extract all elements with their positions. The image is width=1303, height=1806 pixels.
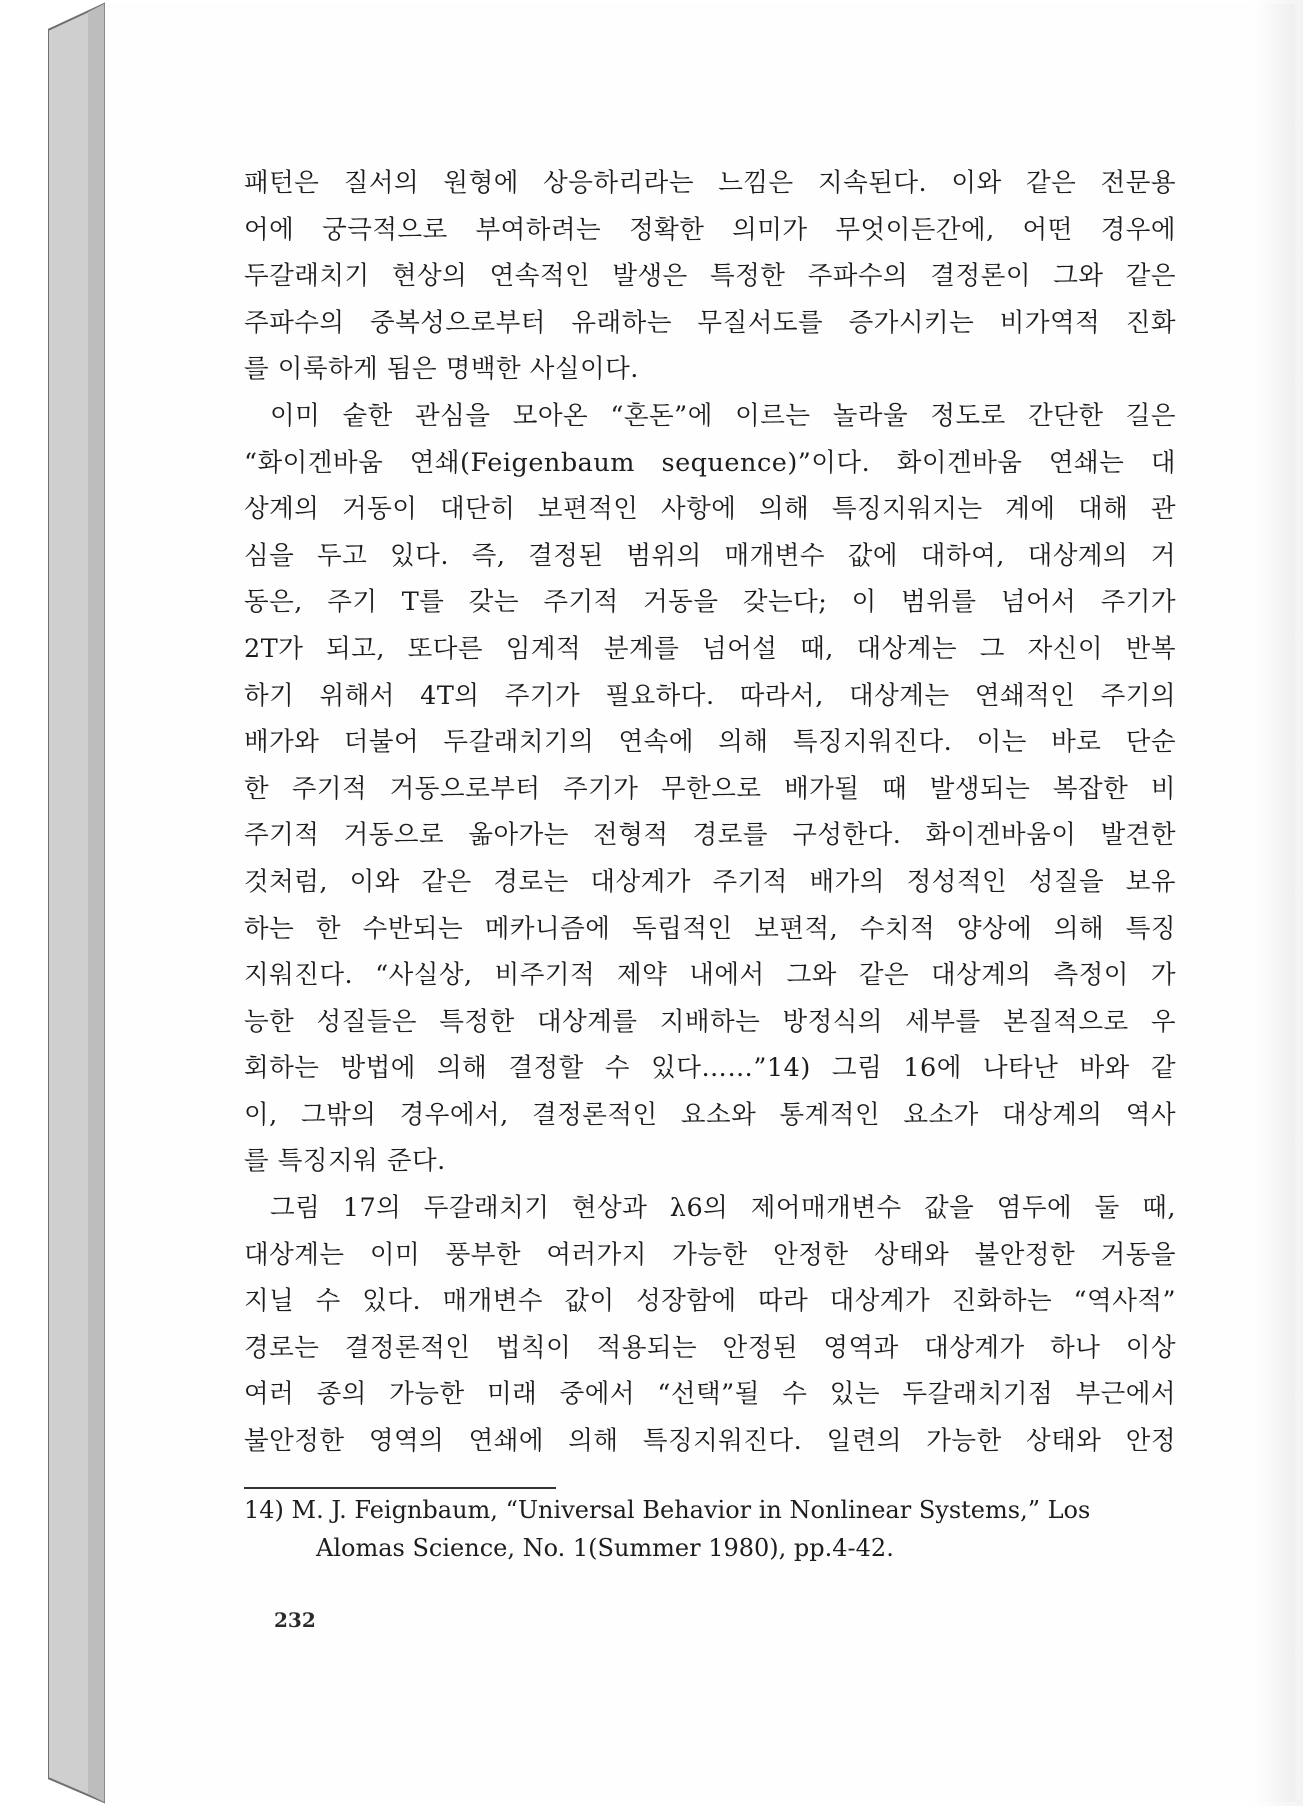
text-line: 그림 17의 두갈래치기 현상과 λ6의 제어매개변수 값을 염두에 둘 때, (270, 1193, 1176, 1224)
text-line: 주기적 거동으로 옮아가는 전형적 경로를 구성한다. 화이겐바움이 발견한 (244, 820, 1176, 851)
text-line: 여러 종의 가능한 미래 중에서 “선택”될 수 있는 두갈래치기점 부근에서 (244, 1379, 1176, 1410)
footnote-line: 14) M. J. Feignbaum, “Universal Behavior in Nonlinear Systems,” Los (244, 1496, 1091, 1524)
body-text (244, 160, 1176, 1465)
footnote-line: Alomas Science, No. 1(Summer 1980), pp.4-42. (316, 1534, 894, 1562)
text-line: 능한 성질들은 특정한 대상계를 지배하는 방정식의 세부를 본질적으로 우 (244, 1006, 1176, 1037)
text-line: 하는 한 수반되는 메카니즘에 독립적인 보편적, 수치적 양상에 의해 특징 (244, 913, 1176, 944)
text-line: 배가와 더불어 두갈래치기의 연속에 의해 특징지워진다. 이는 바로 단순 (244, 727, 1176, 758)
text-line: 한 주기적 거동으로부터 주기가 무한으로 배가될 때 발생되는 복잡한 비 (244, 773, 1176, 804)
text-line: 2T가 되고, 또다른 임계적 분계를 넘어설 때, 대상계는 그 자신이 반복 (244, 633, 1176, 664)
text-line: 를 특징지워 준다. (244, 1146, 446, 1177)
text-line: 것처럼, 이와 같은 경로는 대상계가 주기적 배가의 정성적인 성질을 보유 (244, 866, 1176, 897)
text-line: 두갈래치기 현상의 연속적인 발생은 특정한 주파수의 결정론이 그와 같은 (244, 261, 1176, 292)
text-line: 회하는 방법에 의해 결정할 수 있다……”14) 그림 16에 나타난 바와 같 (244, 1053, 1176, 1084)
text-line: 주파수의 중복성으로부터 유래하는 무질서도를 증가시키는 비가역적 진화 (244, 307, 1176, 338)
text-line: 대상계는 이미 풍부한 여러가지 가능한 안정한 상태와 불안정한 거동을 (244, 1239, 1176, 1270)
text-line: 하기 위해서 4T의 주기가 필요하다. 따라서, 대상계는 연쇄적인 주기의 (244, 680, 1176, 711)
text-line: 동은, 주기 T를 갖는 주기적 거동을 갖는다; 이 범위를 넘어서 주기가 (244, 587, 1176, 618)
text-line: 이미 숱한 관심을 모아온 “혼돈”에 이르는 놀라울 정도로 간단한 길은 (270, 400, 1176, 431)
page-edge-shade (1255, 4, 1295, 1802)
footnote-divider (244, 1487, 556, 1489)
page-number: 232 (274, 1608, 316, 1632)
text-line: 불안정한 영역의 연쇄에 의해 특징지워진다. 일련의 가능한 상태와 안정 (244, 1426, 1176, 1457)
text-line: 경로는 결정론적인 법칙이 적용되는 안정된 영역과 대상계가 하나 이상 (244, 1332, 1176, 1363)
text-line: “화이겐바움 연쇄(Feigenbaum sequence)”이다. 화이겐바움 연쇄는 대 (244, 447, 1176, 478)
text-line: 를 이룩하게 됨은 명백한 사실이다. (244, 354, 639, 385)
footnote (244, 1491, 1176, 1567)
text-line: 심을 두고 있다. 즉, 결정된 범위의 매개변수 값에 대하여, 대상계의 거 (244, 540, 1176, 571)
text-line: 지워진다. “사실상, 비주기적 제약 내에서 그와 같은 대상계의 측정이 가 (244, 960, 1176, 991)
text-line: 패턴은 질서의 원형에 상응하리라는 느낌은 지속된다. 이와 같은 전문용 (244, 168, 1176, 198)
text-line: 어에 궁극적으로 부여하려는 정확한 의미가 무엇이든간에, 어떤 경우에 (244, 214, 1176, 245)
text-line: 이, 그밖의 경우에서, 결정론적인 요소와 통계적인 요소가 대상계의 역사 (244, 1099, 1176, 1130)
book-spine (48, 0, 105, 1806)
text-line: 지닐 수 있다. 매개변수 값이 성장함에 따라 대상계가 진화하는 “역사적” (244, 1286, 1176, 1317)
text-line: 상계의 거동이 대단히 보편적인 사항에 의해 특징지워지는 계에 대해 관 (244, 494, 1176, 525)
